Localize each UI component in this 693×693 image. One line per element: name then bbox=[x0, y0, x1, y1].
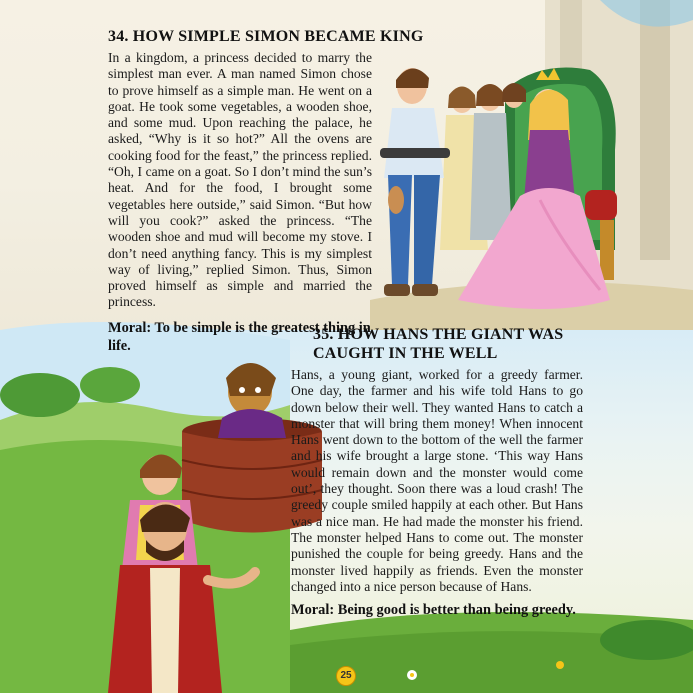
story-34-title: 34. HOW SIMPLE SIMON BECAME KING bbox=[108, 28, 424, 45]
story-35-moral: Moral: Being good is better than being greedy. bbox=[291, 602, 576, 619]
story-34-moral: Moral: To be simple is the greatest thing in life. bbox=[108, 319, 371, 354]
story-35-body: Hans, a young giant, worked for a greedy farmer. One day, the farmer and his wife told Hans to go down below their well. They wanted Hans to catch a monster that will bring them money! When innocent Hans went down to the bottom of the well the farmer and his wife brought a large stone. ‘This way Hans would remain down and the monster would come out’, they thought. Soon there was a loud crash! The greedy couple smiled happily at each other. But Hans was a nice man. He had made the monster his friend. The monster helped Hans to come out. The monster punished the couple for being greedy. Hans and the monster lived happily as friends. Even the monster changed into a nice person because of Hans. bbox=[291, 367, 583, 594]
story-34 bbox=[108, 28, 424, 355]
page-number-badge: 25 bbox=[336, 666, 356, 686]
story-35-title: 35. HOW HANS THE GIANT WAS CAUGHT IN THE WELL bbox=[313, 326, 564, 362]
story-35 bbox=[291, 325, 583, 619]
story-34-body: In a kingdom, a princess decided to marry the simplest man ever. A man named Simon chose to prove himself as a simple man. He went on a goat. He took some vegetables, a wooden shoe, and some mud. Upon reaching the palace, he asked, “Why is it so hot?” All the ovens are cooking food for the feast,” the princess replied. “Oh, I came on a goat. So I don’t mind the sun’s heat. And for the food, I brought some vegetables here outside,” said Simon. “But how will you cook?” asked the princess. “The wooden shoe and mud will become my stove. I don’t need anything fancy. This is my simplest way of living,” replied Simon. Thus, Simon proved himself as simple and married the princess. bbox=[108, 50, 372, 310]
